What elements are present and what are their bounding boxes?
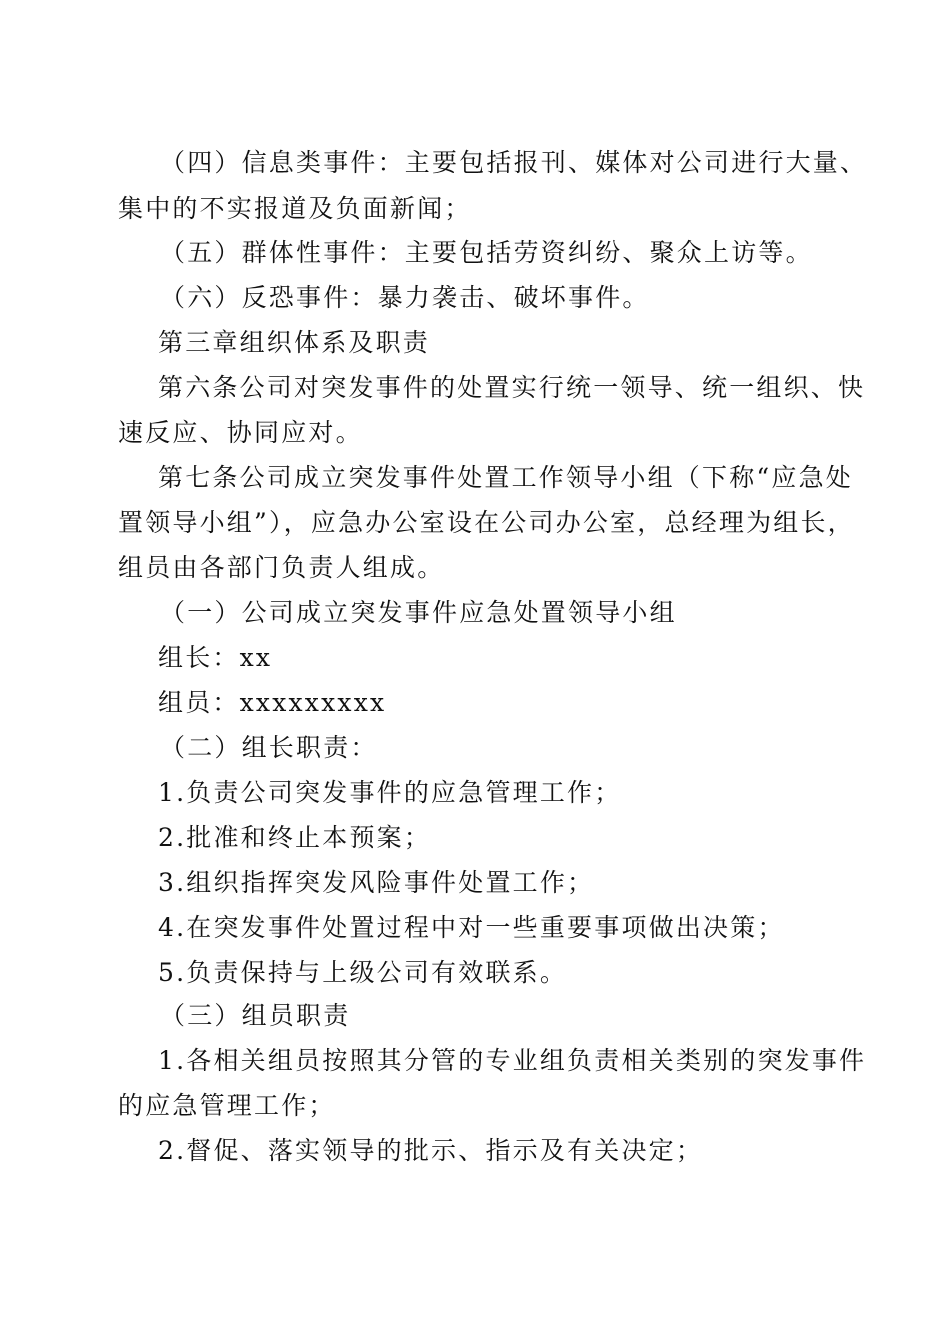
member-duty-1-line-2: 的应急管理工作； — [118, 1091, 336, 1120]
chapter-heading: 第三章组织体系及职责 — [158, 328, 431, 357]
member-duty-1-line-1: 1.各相关组员按照其分管的专业组负责相关类别的突发事件 — [158, 1046, 867, 1075]
member-duty-2: 2.督促、落实领导的批示、指示及有关决定； — [158, 1136, 704, 1165]
article-seven-line-2: 置领导小组”），应急办公室设在公司办公室，总经理为组长， — [118, 508, 855, 537]
section-three-heading: （三）组员职责 — [160, 1001, 351, 1030]
leader-duty-4: 4.在突发事件处置过程中对一些重要事项做出决策； — [158, 913, 785, 942]
group-leader-line: 组长：xx — [158, 643, 273, 672]
article-six-line-2: 速反应、协同应对。 — [118, 418, 363, 447]
article-seven-line-1: 第七条公司成立突发事件处置工作领导小组（下称“应急处 — [158, 463, 853, 492]
paragraph-group-events: （五）群体性事件：主要包括劳资纠纷、聚众上访等。 — [160, 238, 813, 267]
leader-duty-1: 1.负责公司突发事件的应急管理工作； — [158, 778, 622, 807]
article-seven-line-3: 组员由各部门负责人组成。 — [118, 553, 445, 582]
leader-duty-5: 5.负责保持与上级公司有效联系。 — [158, 958, 568, 987]
section-two-heading: （二）组长职责： — [160, 733, 378, 762]
leader-duty-3: 3.组织指挥突发风险事件处置工作； — [158, 868, 595, 897]
paragraph-info-events-line-1: （四）信息类事件：主要包括报刊、媒体对公司进行大量、 — [160, 148, 868, 177]
group-members-line: 组员：xxxxxxxxx — [158, 688, 387, 717]
article-six-line-1: 第六条公司对突发事件的处置实行统一领导、统一组织、快 — [158, 373, 866, 402]
section-one-heading: （一）公司成立突发事件应急处置领导小组 — [160, 598, 677, 627]
paragraph-info-events-line-2: 集中的不实报道及负面新闻； — [118, 194, 472, 223]
leader-duty-2: 2.批准和终止本预案； — [158, 823, 432, 852]
paragraph-anti-terror-events: （六）反恐事件：暴力袭击、破坏事件。 — [160, 283, 650, 312]
